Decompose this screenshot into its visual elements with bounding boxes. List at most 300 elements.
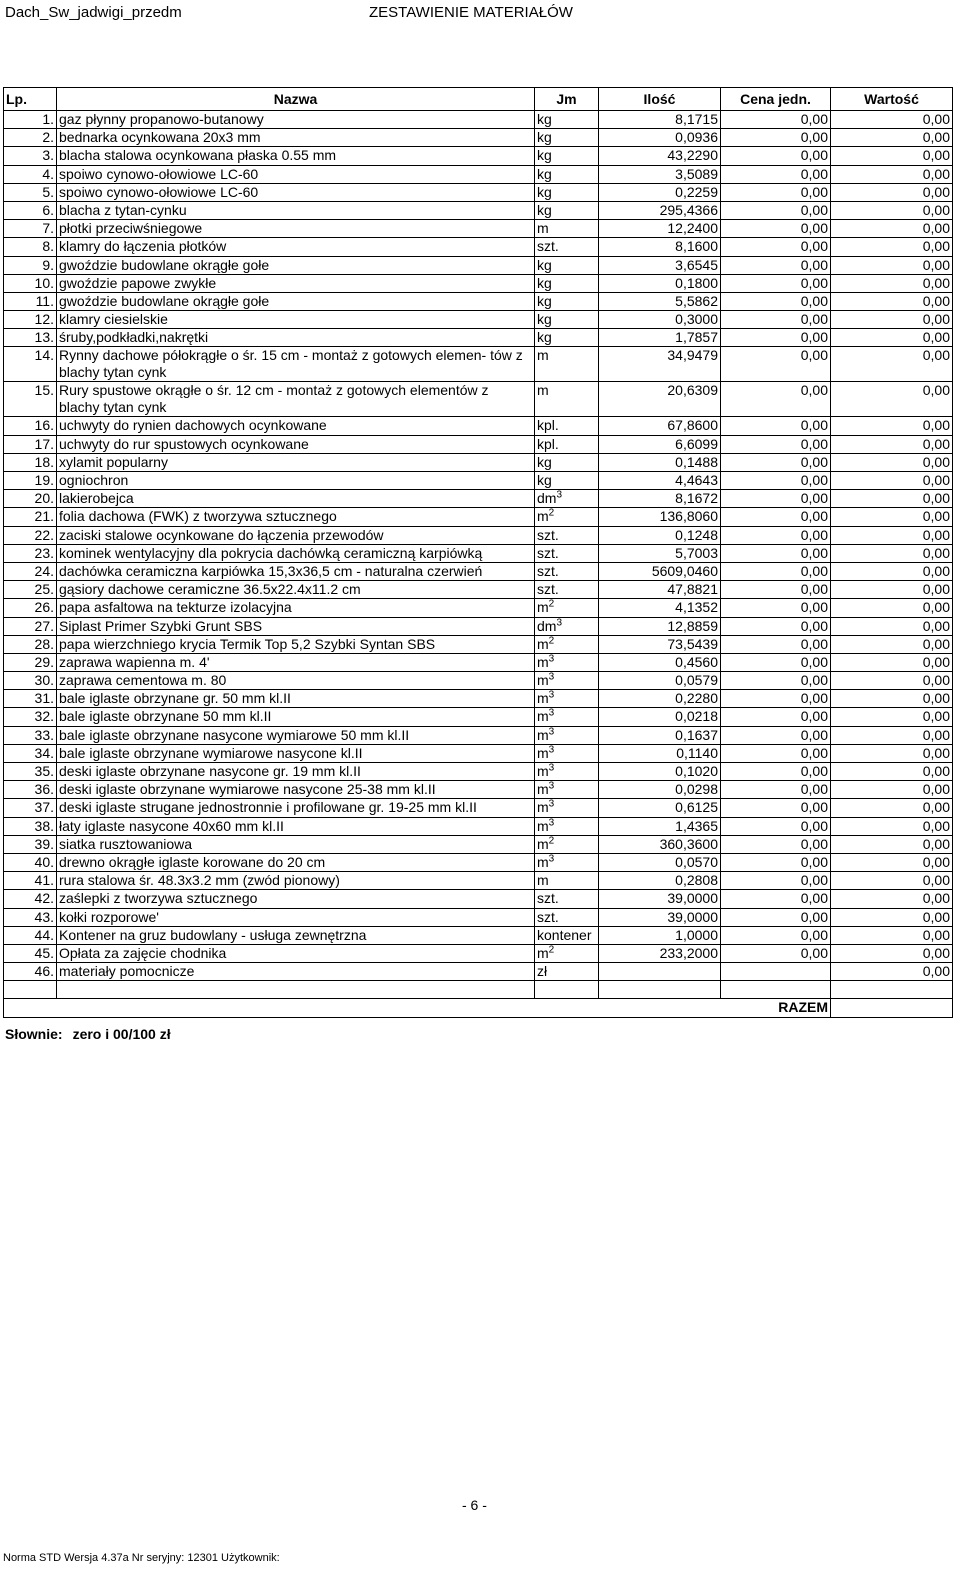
- cell-price: 0,00: [721, 726, 831, 744]
- unit-exponent: 3: [548, 853, 555, 865]
- cell-qty: 0,1637: [599, 726, 721, 744]
- unit-exponent: 2: [548, 598, 555, 610]
- unit-exponent: 3: [556, 616, 563, 628]
- cell-qty: 360,3600: [599, 835, 721, 853]
- cell-qty: 67,8600: [599, 417, 721, 435]
- table-row: [4, 872, 953, 890]
- cell-name: bale iglaste obrzynane 50 mm kl.II: [57, 708, 535, 726]
- cell-name: łaty iglaste nasycone 40x60 mm kl.II: [57, 817, 535, 835]
- unit-text: m: [537, 690, 549, 707]
- table-row: [4, 635, 953, 653]
- unit-text: kg: [537, 129, 552, 146]
- cell-price: 0,00: [721, 129, 831, 147]
- cell-value: 0,00: [831, 292, 953, 310]
- cell-price: 0,00: [721, 835, 831, 853]
- cell-value: 0,00: [831, 129, 953, 147]
- cell-jm: [535, 599, 599, 617]
- cell-value: 0,00: [831, 799, 953, 817]
- amount-in-words-label: Słownie:: [5, 1026, 63, 1042]
- cell-qty: 3,6545: [599, 256, 721, 274]
- cell-jm: [535, 926, 599, 944]
- cell-jm: [535, 672, 599, 690]
- table-header-row: [4, 88, 953, 111]
- cell-lp: 15.: [4, 382, 57, 417]
- cell-value: 0,00: [831, 635, 953, 653]
- cell-lp: 22.: [4, 526, 57, 544]
- cell-value: 0,00: [831, 508, 953, 526]
- unit-text: kg: [537, 201, 552, 218]
- cell-price: 0,00: [721, 417, 831, 435]
- cell-price: 0,00: [721, 617, 831, 635]
- cell-lp: 9.: [4, 256, 57, 274]
- cell-lp: 42.: [4, 890, 57, 908]
- table-row: [4, 562, 953, 580]
- cell-price: 0,00: [721, 872, 831, 890]
- cell-lp: 45.: [4, 944, 57, 962]
- cell-price: 0,00: [721, 544, 831, 562]
- total-row: [4, 999, 953, 1017]
- cell-price: 0,00: [721, 311, 831, 329]
- cell-price: 0,00: [721, 382, 831, 417]
- cell-name: rura stalowa śr. 48.3x3.2 mm (zwód pionowy): [57, 872, 535, 890]
- unit-exponent: 3: [548, 744, 555, 756]
- cell-price: 0,00: [721, 690, 831, 708]
- column-header-cena: Cena jedn.: [721, 88, 831, 111]
- cell-lp: 20.: [4, 490, 57, 508]
- cell-lp: 43.: [4, 908, 57, 926]
- unit-text: m: [537, 508, 549, 525]
- report-title: ZESTAWIENIE MATERIAŁÓW: [369, 4, 573, 21]
- cell-value: 0,00: [831, 817, 953, 835]
- cell-name: siatka rusztowaniowa: [57, 835, 535, 853]
- table-row: [4, 835, 953, 853]
- unit-exponent: 3: [548, 707, 555, 719]
- cell-lp: 32.: [4, 708, 57, 726]
- cell-jm: [535, 183, 599, 201]
- cell-qty: 6,6099: [599, 435, 721, 453]
- unit-text: m: [537, 347, 549, 364]
- cell-value: 0,00: [831, 708, 953, 726]
- cell-price: 0,00: [721, 329, 831, 347]
- cell-jm: [535, 238, 599, 256]
- cell-qty: 39,0000: [599, 890, 721, 908]
- cell-qty: 12,2400: [599, 220, 721, 238]
- unit-text: kg: [537, 292, 552, 309]
- cell-name: bale iglaste obrzynane wymiarowe nasycone kl.II: [57, 744, 535, 762]
- cell-name: Siplast Primer Szybki Grunt SBS: [57, 617, 535, 635]
- cell-name: deski iglaste strugane jednostronnie i profilowane gr. 19-25 mm kl.II: [57, 799, 535, 817]
- cell-jm: [535, 147, 599, 165]
- table-row: [4, 944, 953, 962]
- cell-jm: [535, 835, 599, 853]
- cell-qty: 0,0570: [599, 853, 721, 871]
- cell-name: bednarka ocynkowana 20x3 mm: [57, 129, 535, 147]
- cell-price: 0,00: [721, 890, 831, 908]
- cell-lp: 46.: [4, 963, 57, 981]
- cell-name: xylamit popularny: [57, 453, 535, 471]
- unit-text: szt.: [537, 581, 559, 598]
- total-label: RAZEM: [4, 999, 831, 1017]
- cell-price: 0,00: [721, 111, 831, 129]
- cell-jm: [535, 490, 599, 508]
- cell-lp: 27.: [4, 617, 57, 635]
- unit-text: dm: [537, 617, 557, 634]
- cell-name: blacha stalowa ocynkowana płaska 0.55 mm: [57, 147, 535, 165]
- cell-jm: [535, 853, 599, 871]
- cell-jm: [535, 908, 599, 926]
- cell-lp: 37.: [4, 799, 57, 817]
- table-row: [4, 599, 953, 617]
- cell-name: uchwyty do rur spustowych ocynkowane: [57, 435, 535, 453]
- table-row: [4, 781, 953, 799]
- cell-price: 0,00: [721, 817, 831, 835]
- cell-qty: 0,4560: [599, 653, 721, 671]
- cell-value: 0,00: [831, 238, 953, 256]
- cell-price: 0,00: [721, 708, 831, 726]
- total-value: [831, 999, 953, 1017]
- cell-lp: 34.: [4, 744, 57, 762]
- cell-jm: [535, 944, 599, 962]
- cell-jm: [535, 201, 599, 219]
- unit-text: zł: [537, 963, 548, 980]
- cell-lp: 26.: [4, 599, 57, 617]
- cell-jm: [535, 963, 599, 981]
- cell-value: 0,00: [831, 726, 953, 744]
- unit-text: dm: [537, 490, 557, 507]
- cell-qty: [599, 963, 721, 981]
- cell-name: dachówka ceramiczna karpiówka 15,3x36,5 cm - naturalna czerwień: [57, 562, 535, 580]
- cell-name: klamry do łączenia płotków: [57, 238, 535, 256]
- cell-price: 0,00: [721, 799, 831, 817]
- cell-lp: 5.: [4, 183, 57, 201]
- cell-price: 0,00: [721, 147, 831, 165]
- column-header-lp: Lp.: [4, 88, 57, 111]
- unit-text: m: [537, 817, 549, 834]
- cell-value: 0,00: [831, 256, 953, 274]
- unit-exponent: 3: [548, 671, 555, 683]
- cell-qty: 0,1800: [599, 274, 721, 292]
- cell-qty: 20,6309: [599, 382, 721, 417]
- cell-price: 0,00: [721, 763, 831, 781]
- spacer-row: [4, 981, 953, 999]
- cell-qty: 295,4366: [599, 201, 721, 219]
- cell-jm: [535, 453, 599, 471]
- cell-name: gwoździe budowlane okrągłe gołe: [57, 292, 535, 310]
- cell-price: 0,00: [721, 562, 831, 580]
- cell-qty: 0,2259: [599, 183, 721, 201]
- cell-lp: 6.: [4, 201, 57, 219]
- cell-jm: [535, 508, 599, 526]
- table-row: [4, 617, 953, 635]
- cell-name: Kontener na gruz budowlany - usługa zewnętrzna: [57, 926, 535, 944]
- cell-value: 0,00: [831, 165, 953, 183]
- unit-text: m: [537, 635, 549, 652]
- cell-qty: 34,9479: [599, 347, 721, 382]
- table-row: [4, 890, 953, 908]
- table-row: [4, 292, 953, 310]
- cell-price: [721, 963, 831, 981]
- cell-name: śruby,podkładki,nakrętki: [57, 329, 535, 347]
- cell-value: 0,00: [831, 147, 953, 165]
- cell-price: 0,00: [721, 908, 831, 926]
- unit-text: m: [537, 653, 549, 670]
- cell-price: 0,00: [721, 347, 831, 382]
- cell-lp: 8.: [4, 238, 57, 256]
- table-row: [4, 672, 953, 690]
- cell-price: 0,00: [721, 274, 831, 292]
- cell-value: 0,00: [831, 417, 953, 435]
- table-row: [4, 963, 953, 981]
- table-row: [4, 311, 953, 329]
- cell-value: 0,00: [831, 926, 953, 944]
- cell-jm: [535, 544, 599, 562]
- cell-jm: [535, 435, 599, 453]
- cell-lp: 10.: [4, 274, 57, 292]
- unit-text: kg: [537, 256, 552, 273]
- cell-name: płotki przeciwśniegowe: [57, 220, 535, 238]
- cell-value: 0,00: [831, 872, 953, 890]
- table-row: [4, 708, 953, 726]
- cell-qty: 0,3000: [599, 311, 721, 329]
- cell-jm: [535, 382, 599, 417]
- unit-text: szt.: [537, 890, 559, 907]
- cell-value: 0,00: [831, 599, 953, 617]
- cell-price: 0,00: [721, 472, 831, 490]
- cell-qty: 0,2808: [599, 872, 721, 890]
- cell-value: 0,00: [831, 311, 953, 329]
- cell-price: 0,00: [721, 165, 831, 183]
- cell-name: Opłata za zajęcie chodnika: [57, 944, 535, 962]
- cell-jm: [535, 329, 599, 347]
- table-row: [4, 581, 953, 599]
- unit-text: m: [537, 708, 549, 725]
- cell-jm: [535, 562, 599, 580]
- cell-value: 0,00: [831, 329, 953, 347]
- cell-lp: 35.: [4, 763, 57, 781]
- table-row: [4, 453, 953, 471]
- cell-jm: [535, 129, 599, 147]
- table-row: [4, 544, 953, 562]
- cell-value: 0,00: [831, 963, 953, 981]
- cell-price: 0,00: [721, 292, 831, 310]
- cell-jm: [535, 653, 599, 671]
- cell-value: 0,00: [831, 435, 953, 453]
- cell-jm: [535, 726, 599, 744]
- cell-price: 0,00: [721, 635, 831, 653]
- cell-jm: [535, 274, 599, 292]
- cell-jm: [535, 799, 599, 817]
- table-row: [4, 256, 953, 274]
- table-row: [4, 926, 953, 944]
- table-row: [4, 382, 953, 417]
- cell-qty: 8,1672: [599, 490, 721, 508]
- table-row: [4, 726, 953, 744]
- cell-qty: 43,2290: [599, 147, 721, 165]
- unit-text: kg: [537, 453, 552, 470]
- cell-qty: 0,0218: [599, 708, 721, 726]
- table-row: [4, 435, 953, 453]
- cell-price: 0,00: [721, 653, 831, 671]
- unit-exponent: 3: [548, 780, 555, 792]
- cell-jm: [535, 690, 599, 708]
- cell-lp: 2.: [4, 129, 57, 147]
- column-header-wartosc: Wartość: [831, 88, 953, 111]
- table-row: [4, 799, 953, 817]
- cell-value: 0,00: [831, 853, 953, 871]
- cell-jm: [535, 220, 599, 238]
- table-row: [4, 508, 953, 526]
- cell-qty: 0,1140: [599, 744, 721, 762]
- cell-qty: 0,0936: [599, 129, 721, 147]
- cell-name: klamry ciesielskie: [57, 311, 535, 329]
- cell-jm: [535, 744, 599, 762]
- table-row: [4, 147, 953, 165]
- cell-name: zaślepki z tworzywa sztucznego: [57, 890, 535, 908]
- cell-name: drewno okrągłe iglaste korowane do 20 cm: [57, 853, 535, 871]
- cell-price: 0,00: [721, 183, 831, 201]
- cell-name: spoiwo cynowo-ołowiowe LC-60: [57, 183, 535, 201]
- unit-exponent: 2: [548, 835, 555, 847]
- unit-text: szt.: [537, 908, 559, 925]
- cell-jm: [535, 817, 599, 835]
- cell-lp: 17.: [4, 435, 57, 453]
- cell-name: blacha z tytan-cynku: [57, 201, 535, 219]
- cell-jm: [535, 472, 599, 490]
- cell-name: bale iglaste obrzynane gr. 50 mm kl.II: [57, 690, 535, 708]
- cell-lp: 3.: [4, 147, 57, 165]
- cell-lp: 13.: [4, 329, 57, 347]
- cell-qty: 5,7003: [599, 544, 721, 562]
- cell-qty: 0,1020: [599, 763, 721, 781]
- cell-jm: [535, 417, 599, 435]
- cell-name: kołki rozporowe': [57, 908, 535, 926]
- unit-text: kpl.: [537, 417, 559, 434]
- cell-price: 0,00: [721, 926, 831, 944]
- cell-jm: [535, 526, 599, 544]
- unit-text: szt.: [537, 526, 559, 543]
- unit-text: m: [537, 944, 549, 961]
- cell-name: spoiwo cynowo-ołowiowe LC-60: [57, 165, 535, 183]
- unit-exponent: 2: [548, 635, 555, 647]
- cell-lp: 29.: [4, 653, 57, 671]
- cell-value: 0,00: [831, 763, 953, 781]
- cell-value: 0,00: [831, 274, 953, 292]
- cell-price: 0,00: [721, 744, 831, 762]
- cell-lp: 1.: [4, 111, 57, 129]
- table-row: [4, 347, 953, 382]
- cell-jm: [535, 708, 599, 726]
- cell-qty: 0,6125: [599, 799, 721, 817]
- column-header-nazwa: Nazwa: [57, 88, 535, 111]
- cell-qty: 73,5439: [599, 635, 721, 653]
- cell-value: 0,00: [831, 653, 953, 671]
- cell-qty: 8,1715: [599, 111, 721, 129]
- table-row: [4, 744, 953, 762]
- unit-exponent: 3: [548, 725, 555, 737]
- cell-name: lakierobejca: [57, 490, 535, 508]
- table-row: [4, 690, 953, 708]
- unit-text: m: [537, 382, 549, 399]
- document-name: Dach_Sw_jadwigi_przedm: [5, 4, 182, 21]
- cell-qty: 39,0000: [599, 908, 721, 926]
- unit-text: kg: [537, 329, 552, 346]
- cell-qty: 233,2000: [599, 944, 721, 962]
- cell-price: 0,00: [721, 781, 831, 799]
- cell-qty: 4,1352: [599, 599, 721, 617]
- table-row: [4, 817, 953, 835]
- cell-value: 0,00: [831, 472, 953, 490]
- cell-name: gąsiory dachowe ceramiczne 36.5x22.4x11.2 cm: [57, 581, 535, 599]
- cell-price: 0,00: [721, 256, 831, 274]
- cell-name: gaz płynny propanowo-butanowy: [57, 111, 535, 129]
- cell-price: 0,00: [721, 853, 831, 871]
- cell-qty: 1,0000: [599, 926, 721, 944]
- cell-jm: [535, 165, 599, 183]
- materials-table: [3, 87, 953, 1018]
- column-header-jm: Jm: [535, 88, 599, 111]
- unit-text: szt.: [537, 544, 559, 561]
- cell-name: folia dachowa (FWK) z tworzywa sztucznego: [57, 508, 535, 526]
- cell-name: zaprawa wapienna m. 4': [57, 653, 535, 671]
- table-row: [4, 274, 953, 292]
- unit-exponent: 3: [548, 762, 555, 774]
- table-row: [4, 201, 953, 219]
- table-row: [4, 490, 953, 508]
- cell-qty: 0,2280: [599, 690, 721, 708]
- cell-value: 0,00: [831, 581, 953, 599]
- cell-lp: 19.: [4, 472, 57, 490]
- cell-value: 0,00: [831, 544, 953, 562]
- table-row: [4, 183, 953, 201]
- cell-price: 0,00: [721, 238, 831, 256]
- cell-lp: 30.: [4, 672, 57, 690]
- cell-jm: [535, 763, 599, 781]
- table-row: [4, 165, 953, 183]
- cell-jm: [535, 347, 599, 382]
- cell-value: 0,00: [831, 781, 953, 799]
- unit-text: m: [537, 781, 549, 798]
- table-row: [4, 220, 953, 238]
- table-row: [4, 129, 953, 147]
- unit-exponent: 2: [548, 944, 555, 956]
- cell-price: 0,00: [721, 435, 831, 453]
- cell-price: 0,00: [721, 453, 831, 471]
- cell-lp: 24.: [4, 562, 57, 580]
- table-row: [4, 526, 953, 544]
- cell-qty: 1,4365: [599, 817, 721, 835]
- cell-price: 0,00: [721, 220, 831, 238]
- cell-lp: 11.: [4, 292, 57, 310]
- cell-value: 0,00: [831, 672, 953, 690]
- cell-value: 0,00: [831, 835, 953, 853]
- unit-text: kg: [537, 111, 552, 127]
- table-row: [4, 908, 953, 926]
- unit-exponent: 3: [548, 798, 555, 810]
- amount-in-words: [5, 1026, 171, 1042]
- unit-text: m: [537, 763, 549, 779]
- cell-price: 0,00: [721, 526, 831, 544]
- cell-qty: 3,5089: [599, 165, 721, 183]
- cell-qty: 0,1248: [599, 526, 721, 544]
- table-row: [4, 329, 953, 347]
- cell-jm: [535, 617, 599, 635]
- cell-price: 0,00: [721, 508, 831, 526]
- cell-lp: 41.: [4, 872, 57, 890]
- cell-name: Rury spustowe okrągłe o śr. 12 cm - montaż z gotowych elementów z blachy tytan cynk: [57, 382, 535, 417]
- cell-qty: 5,5862: [599, 292, 721, 310]
- cell-name: ogniochron: [57, 472, 535, 490]
- cell-name: papa wierzchniego krycia Termik Top 5,2 Szybki Syntan SBS: [57, 635, 535, 653]
